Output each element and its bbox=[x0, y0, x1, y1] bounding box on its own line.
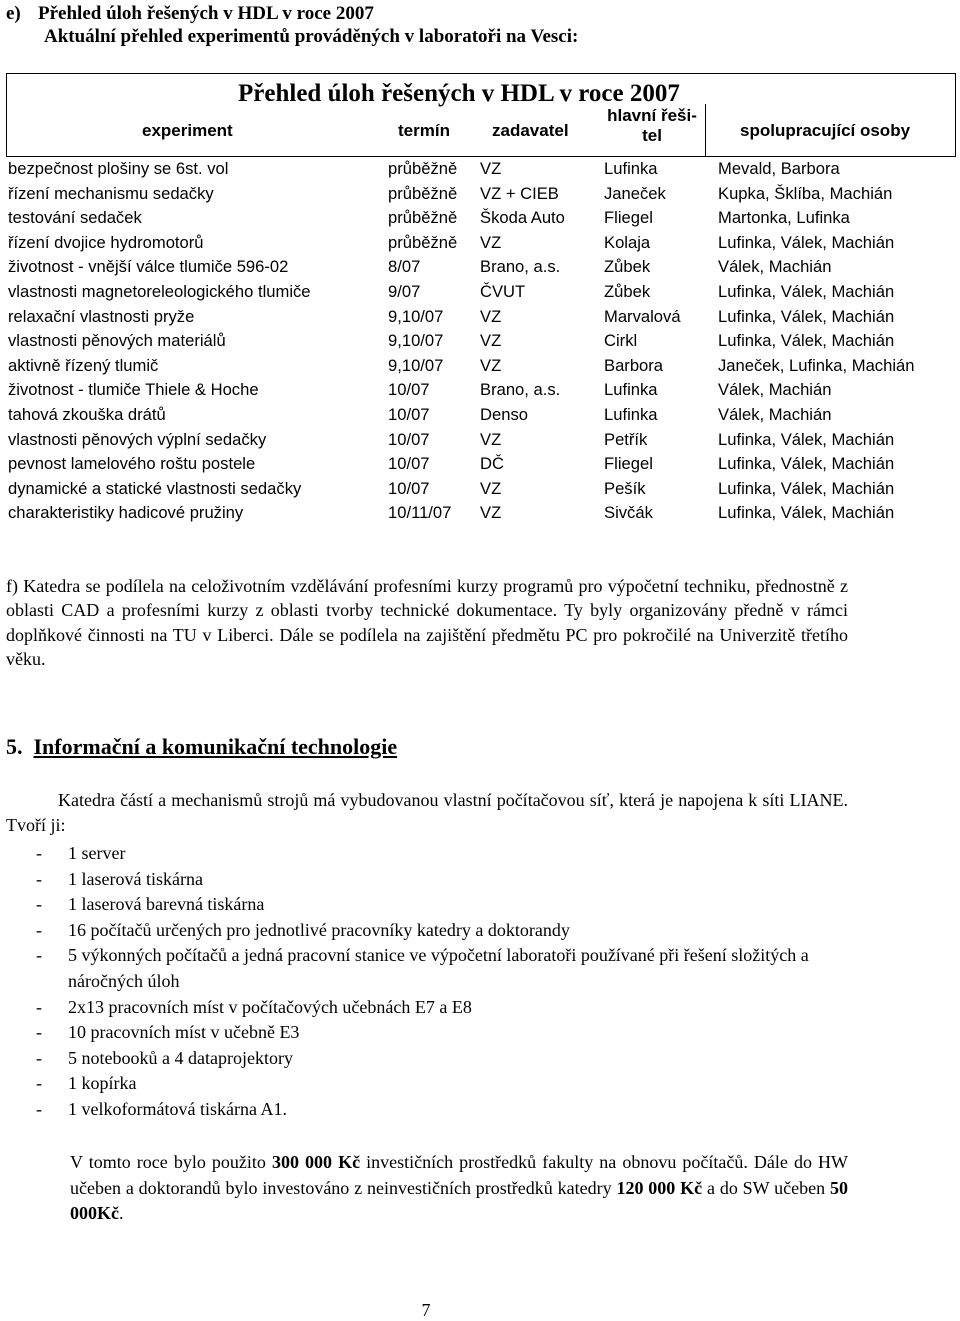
list-item bbox=[6, 995, 848, 1021]
section-5-number: 5. bbox=[6, 734, 23, 759]
list-item bbox=[6, 867, 848, 893]
cell-zadavatel: VZ bbox=[480, 331, 502, 351]
header-termin: termín bbox=[398, 121, 450, 140]
cell-osoby: Janeček, Lufinka, Machián bbox=[718, 355, 915, 375]
list-item-text: 1 laserová barevná tiskárna bbox=[68, 894, 265, 915]
table-row bbox=[6, 477, 958, 502]
table-row bbox=[6, 305, 958, 330]
cell-termin: průběžně bbox=[388, 232, 458, 252]
cell-zadavatel: VZ + CIEB bbox=[480, 183, 559, 203]
table-row bbox=[6, 255, 958, 280]
cell-termin: průběžně bbox=[388, 183, 458, 203]
cell-resitel: Zůbek bbox=[604, 257, 651, 277]
section-e-title: Přehled úloh řešených v HDL v roce 2007 bbox=[38, 3, 374, 24]
table-row bbox=[6, 329, 958, 354]
list-item-text: 1 kopírka bbox=[68, 1073, 137, 1094]
header-resitel-line1: hlavní řeši- bbox=[607, 106, 697, 125]
investment-text-2: investičních prostředků fakulty na obnovu počítačů. Dále do HW učeben a doktorandů bylo investováno z neinvestičních prostředků katedry bbox=[70, 1152, 848, 1198]
list-dash: - bbox=[36, 894, 42, 915]
investment-amount-3: 50 000Kč bbox=[70, 1177, 848, 1224]
investment-text-3: a do SW učeben bbox=[702, 1177, 830, 1198]
list-dash: - bbox=[36, 843, 42, 863]
list-item-text: 2x13 pracovních míst v počítačových učebnách E7 a E8 bbox=[68, 996, 472, 1017]
cell-experiment: dynamické a statické vlastnosti sedačky bbox=[8, 478, 302, 498]
section-e-line1 bbox=[6, 2, 578, 25]
list-item bbox=[6, 841, 848, 867]
list-item bbox=[6, 1046, 848, 1072]
cell-osoby: Martonka, Lufinka bbox=[718, 208, 850, 228]
table-row bbox=[6, 206, 958, 231]
list-dash: - bbox=[36, 919, 42, 940]
cell-termin: 9,10/07 bbox=[388, 306, 444, 326]
cell-termin: průběžně bbox=[388, 208, 458, 228]
cell-zadavatel: Brano, a.s. bbox=[480, 380, 561, 400]
cell-osoby: Lufinka, Válek, Machián bbox=[718, 281, 895, 301]
cell-experiment: řízení dvojice hydromotorů bbox=[8, 232, 204, 252]
list-item-text: 5 notebooků a 4 dataprojektory bbox=[68, 1047, 293, 1068]
cell-zadavatel: DČ bbox=[480, 454, 504, 474]
cell-zadavatel: VZ bbox=[480, 429, 502, 449]
header-resitel-line2: tel bbox=[642, 126, 662, 145]
equipment-list bbox=[6, 841, 848, 1123]
cell-termin: 8/07 bbox=[388, 257, 421, 277]
list-dash: - bbox=[36, 996, 42, 1017]
header-resitel bbox=[604, 106, 700, 146]
cell-experiment: životnost - tlumiče Thiele & Hoche bbox=[8, 380, 259, 400]
cell-zadavatel: VZ bbox=[480, 159, 502, 178]
list-item bbox=[6, 943, 848, 994]
list-dash: - bbox=[36, 945, 42, 966]
list-item bbox=[6, 1020, 848, 1046]
cell-experiment: aktivně řízený tlumič bbox=[8, 355, 159, 375]
cell-osoby: Válek, Machián bbox=[718, 404, 832, 424]
investment-text-1: V tomto roce bylo použito bbox=[70, 1152, 272, 1172]
cell-resitel: Pešík bbox=[604, 478, 646, 498]
cell-experiment: vlastnosti magnetoreleologického tlumiče bbox=[8, 281, 311, 301]
cell-resitel: Marvalová bbox=[604, 306, 681, 326]
network-paragraph: Katedra částí a mechanismů strojů má vybudovanou vlastní počítačovou síť, která je napojena k síti LIANE. Tvoří ji: bbox=[6, 790, 848, 835]
table-row bbox=[6, 280, 958, 305]
cell-osoby: Lufinka, Válek, Machián bbox=[718, 454, 895, 474]
cell-termin: 9/07 bbox=[388, 281, 421, 301]
cell-resitel: Lufinka bbox=[604, 159, 658, 178]
section-e-label: e) bbox=[6, 3, 21, 24]
table-row bbox=[6, 501, 958, 526]
cell-resitel: Fliegel bbox=[604, 454, 653, 474]
section-5-title: Informační a komunikační technologie bbox=[33, 734, 398, 759]
cell-zadavatel: Brano, a.s. bbox=[480, 257, 561, 277]
table-row bbox=[6, 428, 958, 453]
cell-experiment: bezpečnost plošiny se 6st. vol bbox=[8, 159, 229, 178]
cell-zadavatel: VZ bbox=[480, 232, 502, 252]
table-row bbox=[6, 157, 958, 182]
cell-zadavatel: VZ bbox=[480, 503, 502, 523]
cell-resitel: Cirkl bbox=[604, 331, 638, 351]
experiments-table bbox=[6, 157, 958, 526]
cell-termin: 10/07 bbox=[388, 478, 430, 498]
cell-osoby: Mevald, Barbora bbox=[718, 159, 840, 178]
cell-osoby: Lufinka, Válek, Machián bbox=[718, 478, 895, 498]
cell-experiment: řízení mechanismu sedačky bbox=[8, 183, 214, 203]
page-number: 7 bbox=[421, 1300, 431, 1320]
list-dash: - bbox=[36, 1047, 42, 1068]
list-item-text: 10 pracovních míst v učebně E3 bbox=[68, 1022, 300, 1043]
investment-amount-1: 300 000 Kč bbox=[271, 1152, 361, 1172]
list-dash: - bbox=[36, 868, 42, 889]
cell-resitel: Fliegel bbox=[604, 208, 653, 228]
cell-experiment: relaxační vlastnosti pryže bbox=[8, 306, 195, 326]
cell-experiment: testování sedaček bbox=[8, 208, 142, 228]
list-dash: - bbox=[36, 1022, 42, 1043]
table-row bbox=[6, 231, 958, 256]
cell-termin: 9,10/07 bbox=[388, 331, 444, 351]
investment-text-4: . bbox=[119, 1203, 124, 1224]
cell-osoby: Válek, Machián bbox=[718, 380, 832, 400]
cell-resitel: Barbora bbox=[604, 355, 664, 375]
cell-osoby: Lufinka, Válek, Machián bbox=[718, 331, 895, 351]
section-5-heading bbox=[6, 734, 397, 760]
list-dash: - bbox=[36, 1098, 42, 1119]
section-e-subtitle: Aktuální přehled experimentů prováděných v laboratoři na Vesci: bbox=[44, 26, 579, 47]
cell-resitel: Zůbek bbox=[604, 281, 651, 301]
cell-experiment: tahová zkouška drátů bbox=[8, 404, 166, 424]
cell-osoby: Kupka, Šklíba, Machián bbox=[718, 183, 893, 203]
list-item bbox=[6, 892, 848, 918]
cell-osoby: Lufinka, Válek, Machián bbox=[718, 503, 895, 523]
table-row bbox=[6, 182, 958, 207]
cell-experiment: vlastnosti pěnových materiálů bbox=[8, 331, 226, 351]
list-item-text: 1 velkoformátová tiskárna A1. bbox=[68, 1098, 287, 1119]
cell-resitel: Kolaja bbox=[604, 232, 651, 252]
list-item bbox=[6, 918, 848, 944]
cell-osoby: Lufinka, Válek, Machián bbox=[718, 429, 895, 449]
cell-zadavatel: ČVUT bbox=[480, 281, 526, 301]
cell-experiment: charakteristiky hadicové pružiny bbox=[8, 503, 244, 523]
list-item-text: 1 server bbox=[68, 843, 126, 863]
cell-experiment: životnost - vnější válce tlumiče 596-02 bbox=[8, 257, 289, 277]
table-row bbox=[6, 354, 958, 379]
cell-experiment: pevnost lamelového roštu postele bbox=[8, 454, 256, 474]
list-item-text: 5 výkonných počítačů a jedná pracovní stanice ve výpočetní laboratoři používané při řešení složitých a náročných úloh bbox=[68, 945, 809, 991]
investment-amount-2: 120 000 Kč bbox=[616, 1177, 703, 1198]
cell-resitel: Janeček bbox=[604, 183, 666, 203]
investment-paragraph bbox=[70, 1150, 848, 1227]
cell-termin: průběžně bbox=[388, 159, 458, 178]
paragraph-f: f) Katedra se podílela na celoživotním vzdělávání profesními kurzy programů pro výpočetní techniku, přednostně z oblasti CAD a profesními kurzy z oblasti tvorby technické dokumentace. Ty byly organizovány předně v rámci doplňkové činnosti na TU v Liberci. Dále se podílela na zajištění předmětu PC pro pokročilé na Univerzitě třetího věku. bbox=[6, 576, 848, 669]
cell-termin: 10/07 bbox=[388, 454, 430, 474]
list-dash: - bbox=[36, 1073, 42, 1094]
header-zadavatel: zadavatel bbox=[492, 121, 569, 140]
table-title: Přehled úloh řešených v HDL v roce 2007 bbox=[238, 80, 680, 107]
cell-zadavatel: Škoda Auto bbox=[480, 208, 565, 228]
cell-experiment: vlastnosti pěnových výplní sedačky bbox=[8, 429, 267, 449]
header-experiment: experiment bbox=[142, 121, 233, 140]
table-row bbox=[6, 403, 958, 428]
cell-resitel: Petřík bbox=[604, 429, 648, 449]
list-item-text: 1 laserová tiskárna bbox=[68, 868, 203, 889]
section-e-heading bbox=[6, 2, 578, 48]
list-item bbox=[6, 1071, 848, 1097]
list-item-text: 16 počítačů určených pro jednotlivé pracovníky katedry a doktorandy bbox=[68, 919, 570, 940]
header-osoby: spolupracující osoby bbox=[740, 121, 911, 140]
table-row bbox=[6, 452, 958, 477]
cell-osoby: Lufinka, Válek, Machián bbox=[718, 232, 895, 252]
cell-zadavatel: VZ bbox=[480, 306, 502, 326]
cell-resitel: Lufinka bbox=[604, 380, 658, 400]
cell-termin: 10/07 bbox=[388, 380, 430, 400]
cell-zadavatel: Denso bbox=[480, 404, 528, 424]
cell-termin: 9,10/07 bbox=[388, 355, 444, 375]
cell-osoby: Lufinka, Válek, Machián bbox=[718, 306, 895, 326]
table-top-border bbox=[6, 73, 956, 74]
cell-termin: 10/11/07 bbox=[388, 503, 452, 523]
cell-osoby: Válek, Machián bbox=[718, 257, 832, 277]
table-row bbox=[6, 378, 958, 403]
cell-zadavatel: VZ bbox=[480, 355, 502, 375]
list-item bbox=[6, 1097, 848, 1123]
table-header bbox=[0, 104, 960, 156]
cell-zadavatel: VZ bbox=[480, 478, 502, 498]
cell-termin: 10/07 bbox=[388, 429, 430, 449]
cell-resitel: Lufinka bbox=[604, 404, 658, 424]
cell-resitel: Sivčák bbox=[604, 503, 653, 523]
cell-termin: 10/07 bbox=[388, 404, 430, 424]
